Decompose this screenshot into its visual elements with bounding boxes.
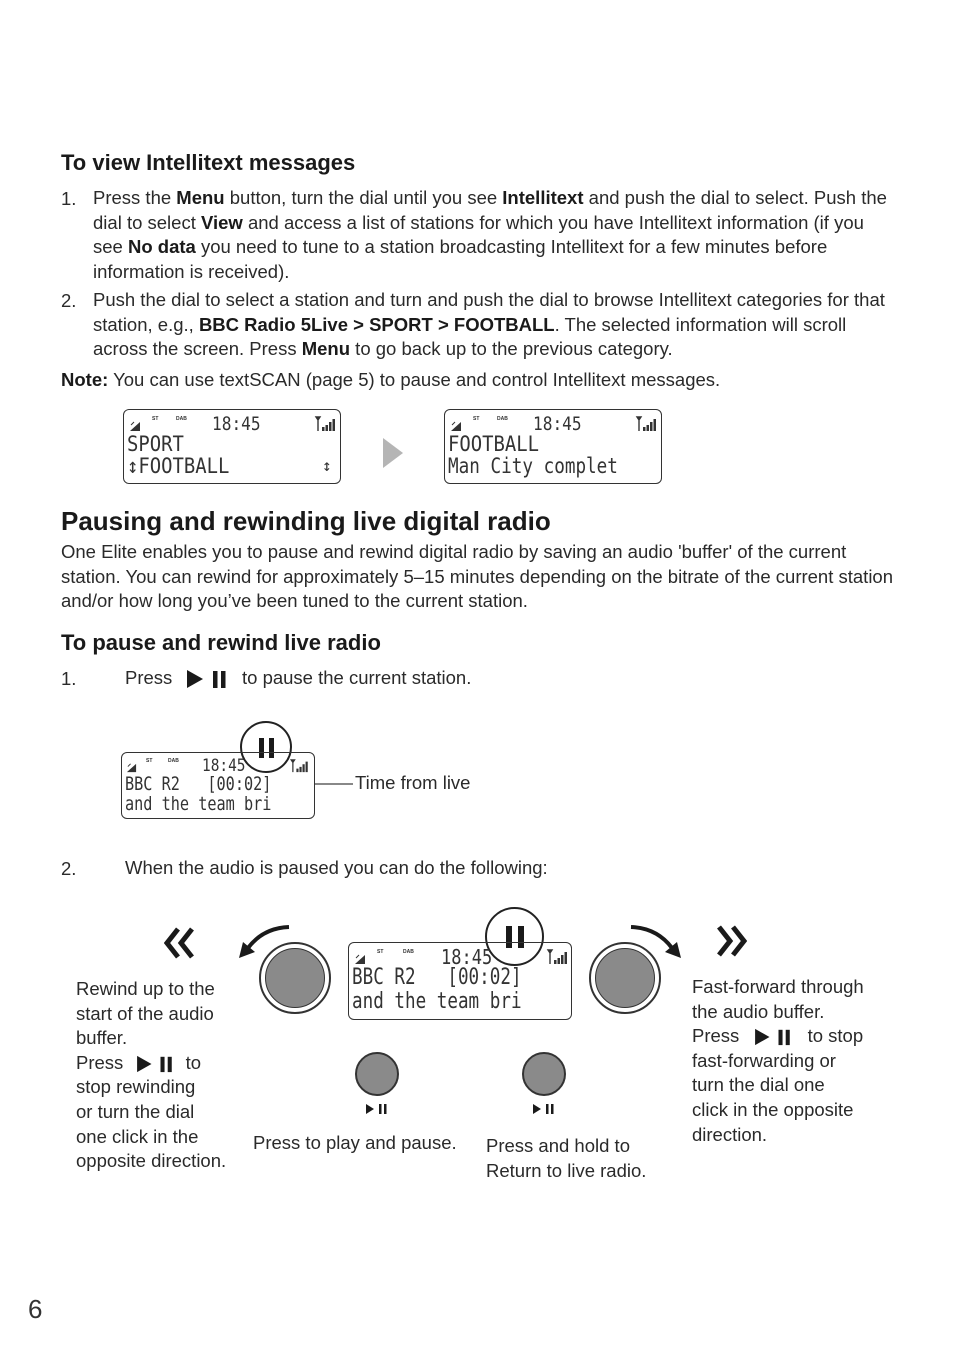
display-line-1: FOOTBALL xyxy=(448,432,540,456)
play-pause-icon xyxy=(533,1103,555,1115)
step-number: 1. xyxy=(61,188,77,209)
live-radio-button[interactable] xyxy=(522,1052,566,1096)
rotate-right-arrow-icon xyxy=(627,922,687,962)
section-heading-pausing: Pausing and rewinding live digital radio xyxy=(61,506,551,536)
clock: 18:45 xyxy=(533,413,582,435)
section-heading-intellitext: To view Intellitext messages xyxy=(61,150,356,175)
play-pause-icon xyxy=(136,1055,176,1073)
step-number: 1. xyxy=(61,668,77,689)
intro-paragraph: One Elite enables you to pause and rewind digital radio by saving an audio 'buffer' of the current station. You can rewind for approximately 5–15 minutes depending on the bitrate of the current station and/or how long you’ve been tuned to the current station. xyxy=(61,541,894,612)
display-line-1: BBC R2 [00:02] xyxy=(125,773,272,795)
step-text: to pause the current station. xyxy=(242,667,472,688)
stereo-indicator: ST xyxy=(146,758,153,764)
play-pause-caption: Press to play and pause. xyxy=(253,1132,457,1153)
volume-icon xyxy=(450,420,462,432)
signal-icon xyxy=(289,759,309,773)
fast-forward-icon xyxy=(715,925,747,957)
note: Note: You can use textSCAN (page 5) to pause and control Intellitext messages. xyxy=(61,369,721,390)
clock: 18:45 xyxy=(441,945,493,969)
step-text: Push the dial to select a station and turn and push the dial to browse Intellitext categories for that station, e.g., BBC Radio 5Live > SPORT > FOOTBALL. The selected information will scroll across the screen. Press Menu to go back up to the previous category. xyxy=(93,289,885,360)
signal-icon xyxy=(314,416,336,432)
step-number: 2. xyxy=(61,858,77,879)
signal-icon xyxy=(546,949,568,965)
radio-display-sport xyxy=(123,409,341,484)
stereo-indicator: ST xyxy=(152,416,159,422)
dab-indicator: DAB xyxy=(497,416,508,422)
display-line-2: and the team bri xyxy=(352,989,522,1014)
scroll-indicator: ↕ xyxy=(322,456,332,475)
step-text: Press the Menu button, turn the dial until you see Intellitext and push the dial to select. Push the dial to select View and access a list of stations for which you have Intellitext information (if you see No data you need to tune to a station broadcasting Intellitext for a few minutes before information is received). xyxy=(93,187,887,282)
live-radio-caption: Press and hold to Return to live radio. xyxy=(486,1135,647,1181)
display-line-2: ↕FOOTBALL xyxy=(127,454,230,478)
rewind-caption: Rewind up to the start of the audio buffer. Press to stop rewinding or turn the dial one click in the opposite direction. xyxy=(76,978,227,1172)
fast-forward-caption: Fast-forward through the audio buffer. Press to stop fast-forwarding or turn the dial one click in the opposite direction. xyxy=(692,976,864,1145)
play-pause-button[interactable] xyxy=(355,1052,399,1096)
clock: 18:45 xyxy=(202,756,246,776)
volume-icon xyxy=(126,762,137,773)
dab-indicator: DAB xyxy=(168,758,179,764)
play-pause-icon xyxy=(754,1028,794,1046)
arrow-right-icon xyxy=(382,437,404,469)
radio-display-football xyxy=(444,409,662,484)
play-pause-icon xyxy=(366,1103,388,1115)
step-number: 2. xyxy=(61,290,77,311)
stereo-indicator: ST xyxy=(473,416,480,422)
dab-indicator: DAB xyxy=(176,416,187,422)
dab-indicator: DAB xyxy=(403,949,414,955)
volume-icon xyxy=(129,420,141,432)
dial-left[interactable] xyxy=(259,942,331,1014)
press-label: Press xyxy=(125,667,173,688)
volume-icon xyxy=(354,953,366,965)
dial-left-knob xyxy=(265,948,325,1008)
signal-icon xyxy=(635,416,657,432)
display-line-1: BBC R2 [00:02] xyxy=(352,965,522,990)
step-text: When the audio is paused you can do the following: xyxy=(125,857,548,878)
radio-display-paused-large xyxy=(348,942,572,1020)
rewind-icon xyxy=(164,927,196,959)
display-line-2: and the team bri xyxy=(125,793,272,815)
page-number: 6 xyxy=(28,1294,43,1324)
display-line-1: SPORT xyxy=(127,432,184,456)
play-pause-icon xyxy=(187,669,229,689)
clock: 18:45 xyxy=(212,413,261,435)
radio-display-paused xyxy=(121,752,315,819)
section-heading-pause-rewind: To pause and rewind live radio xyxy=(61,630,381,655)
display-line-2: Man City complet xyxy=(448,454,618,478)
time-from-live-label: Time from live xyxy=(355,772,471,793)
time-from-live-pointer xyxy=(315,783,353,785)
stereo-indicator: ST xyxy=(377,949,384,955)
